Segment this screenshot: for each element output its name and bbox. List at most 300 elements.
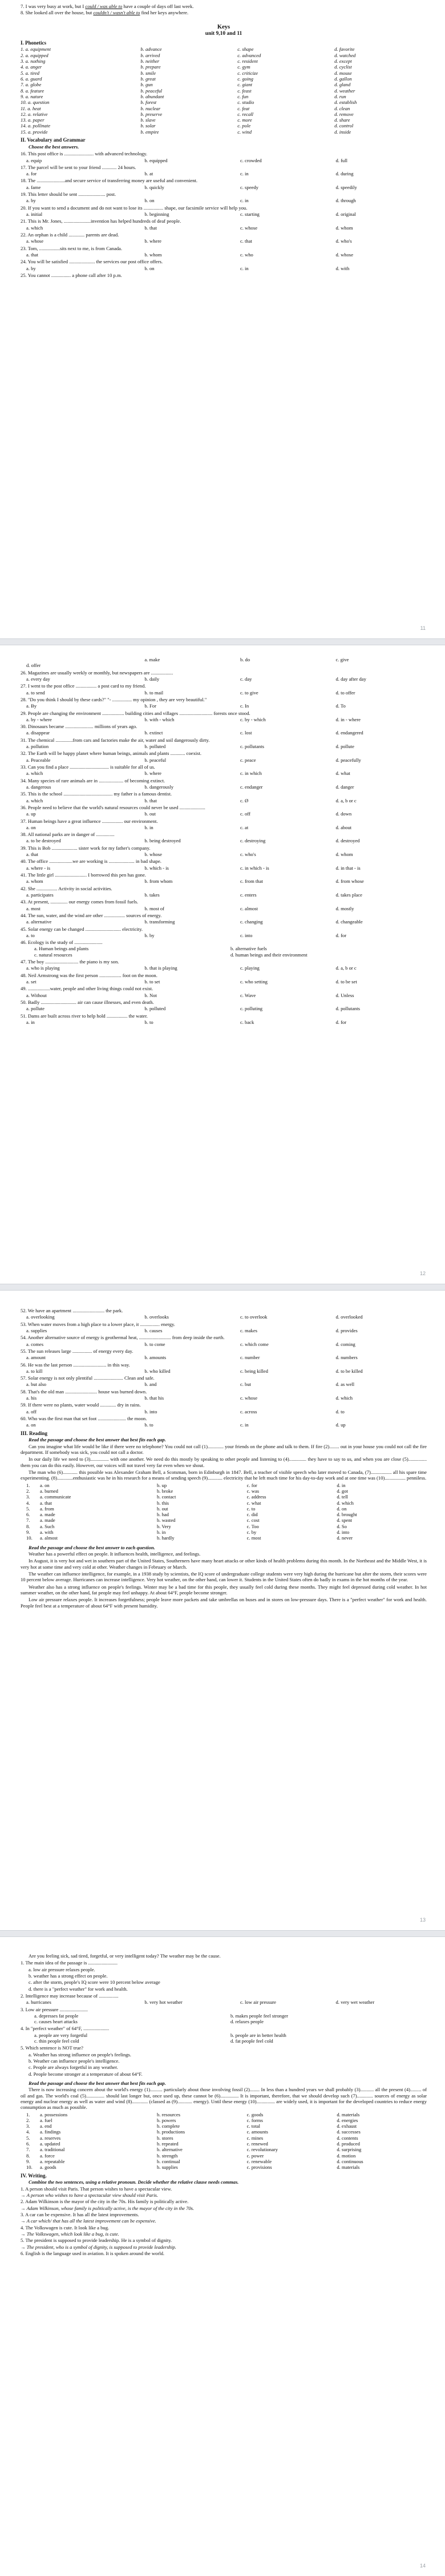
answer-option: d. coming — [335, 1341, 355, 1347]
answer-option: b. quickly — [144, 184, 164, 190]
answer-option: b. that is playing — [144, 965, 177, 971]
answer-option: c. total — [246, 2123, 261, 2129]
answer-option: b. polluted — [144, 744, 166, 750]
answer-option: d. got — [337, 1488, 348, 1494]
options-row — [21, 1506, 427, 1512]
phonetics-word: d. gallon — [334, 75, 352, 82]
answer-option: d. provides — [335, 1327, 358, 1333]
answer-option: b. in — [156, 1529, 166, 1536]
question-text: 44. The sun, water, and the wind are other ................. sources of energy. — [21, 912, 162, 918]
question-text: 32. The Earth will be happy planet where human beings, animals and plants ............ coexist. — [21, 750, 202, 757]
answer-option: c. back — [240, 1019, 254, 1025]
options-grid — [21, 946, 427, 958]
answer-option: d. destroyed — [335, 838, 360, 844]
reading-passage-1 — [21, 1444, 427, 1481]
answer-option: b. very hot weather — [144, 1999, 183, 2006]
answer-option: c. power — [246, 2152, 264, 2159]
answer-option: d. full — [335, 157, 347, 163]
question-text: 40. The office ...................we are working is ..................... in bad shape. — [21, 858, 161, 865]
phonetics-word: d. cyclist — [334, 64, 352, 70]
answer-option: a. supplies — [26, 1327, 47, 1333]
phonetics-word: 6. a. guard — [21, 75, 42, 82]
item-number: 3. — [26, 1494, 30, 1500]
question-text: 41. The little girl .......................... I borrowed this pen has gone. — [21, 872, 146, 878]
phonetics-word: b. prepare — [140, 64, 161, 70]
phonetics-word: 11. a. heat — [21, 105, 41, 111]
answer-option: a. comes — [26, 1341, 44, 1347]
answer-option: a. but also — [26, 1381, 47, 1388]
question-text: 33. Can you find a place ................................ is suitable for all of us. — [21, 764, 155, 770]
answer-option: b. peaceful — [144, 757, 167, 763]
answer-option: c. who's — [240, 851, 256, 858]
answer-option: d. fat people feel cold — [230, 2038, 273, 2044]
options-row — [21, 717, 427, 722]
item-number: 9. — [26, 1529, 30, 1536]
question-text: 17. The parcel will be sent to your friend ............ 24 hours. — [21, 164, 136, 170]
options-row — [21, 2129, 427, 2135]
answer-option: a. whose — [26, 238, 44, 244]
answer-option: b. which - is — [144, 865, 169, 871]
options-row — [21, 784, 427, 790]
phonetics-row — [21, 106, 427, 111]
options-row — [21, 1019, 427, 1025]
answer-option: d. So — [337, 1523, 347, 1529]
section-reading: III. Reading — [21, 1430, 48, 1436]
answer-option: c. enters — [240, 891, 257, 898]
answer-option: d. in - where — [335, 716, 361, 722]
answer-option: a. Human beings and plants — [34, 946, 89, 952]
answer-option: d. overlooked — [335, 1314, 363, 1320]
answer-option: d. about — [335, 824, 352, 830]
answer-option: b. and — [144, 1381, 157, 1388]
answer-option: c. but — [240, 1381, 252, 1388]
options-row — [21, 730, 427, 736]
answer-option: a. depresses fat people — [34, 2012, 79, 2019]
question-text: 53. When water moves from a high place to a lower place, it ................ energy. — [21, 1321, 175, 1327]
writing-answer: → A car which/ that has all the latest improvement can be expensive. — [21, 2218, 156, 2224]
options-row — [21, 770, 427, 776]
item-number: 6. — [26, 1512, 30, 1518]
answer-option: d. To — [335, 703, 346, 709]
passage-paragraph: The weather can influence intelligence, for example, in a 1938 study by scientists, the IQ score of undergraduate college students were very high during the hurricane but after the storm, their scores were 10 percent below average. Hurricanes can increase intelligence. Very hot weather, on the other hand, can lower it. Students in the United States often do badly in exams in the hot months of the year. — [21, 1570, 427, 1583]
answer-option: c. People are always forgetful in any weather. — [29, 2064, 118, 2071]
answer-option: d. produced — [337, 2141, 360, 2147]
item-number: 6. — [26, 2141, 30, 2147]
page-number: 12 — [419, 1271, 426, 1277]
question-text: 47. The boy ........................... the piano is my son. — [21, 959, 119, 965]
answer-option: d. to offer — [335, 689, 355, 696]
answer-option: b. where — [144, 770, 161, 777]
options-row — [21, 1409, 427, 1414]
answer-option: d. contents — [337, 2135, 358, 2141]
answer-option: d. People become stronger at a temperature of about 64°F. — [29, 2071, 143, 2077]
writing-answer: → Adam Wilkinson, whose family is politically active, is the mayor of the city in the 70s. — [21, 2205, 195, 2211]
options-row — [21, 811, 427, 817]
options-row — [21, 2141, 427, 2147]
phonetics-word: d. share — [334, 117, 350, 123]
question-text: 31. The chemical ..............from cars and factories make the air, water and soil dangerously dirty. — [21, 737, 210, 743]
writing-question: 1. A person should visit Paris. That person wishes to have a spectacular view. — [21, 2185, 172, 2192]
options-row — [21, 1422, 427, 1428]
answer-option: d. day after day — [335, 676, 366, 682]
answer-option: c. by — [246, 1529, 257, 1536]
answer-option: b. causes — [144, 1327, 163, 1333]
page-13 — [0, 1291, 445, 1930]
answer-option: b. strength — [156, 2152, 178, 2159]
answer-option: b. daily — [144, 676, 160, 682]
question-text: 26. Magazines are usually weekly or monthly, but newspapers are .................. — [21, 669, 173, 676]
answer-option: a. set — [26, 979, 37, 984]
answer-option: c. whose — [240, 224, 258, 231]
reading-passage-2 — [21, 1551, 427, 1609]
reading-options-1 — [21, 1482, 427, 1541]
writing-answer: → The president, who is a symbol of dignity, is supposed to provide leadership. — [21, 2244, 176, 2250]
item-number: 2. — [26, 1488, 30, 1494]
options-row — [21, 2159, 427, 2164]
phonetics-word: b. gun — [140, 82, 153, 88]
answer-option: a. pollute — [26, 1006, 44, 1012]
answer-option: b. to mail — [144, 689, 164, 696]
item-number: 2. — [26, 2117, 30, 2123]
answer-option: b. hardly — [156, 1535, 175, 1541]
options-row — [21, 865, 427, 871]
answer-option: a. up — [26, 811, 36, 817]
grammar-sentence-8: 8. She looked all over the house, but couldn't / wasn't able to find her keys anywhere. — [21, 10, 189, 16]
answer-option: c. from that — [240, 878, 263, 885]
answer-option: c. across — [240, 1408, 257, 1414]
options-row — [21, 1999, 427, 2005]
answer-option: b. productions — [156, 2129, 185, 2135]
answer-option: b. dangerously — [144, 783, 174, 790]
answer-option: c. into — [240, 932, 253, 938]
page-number: 11 — [420, 625, 426, 632]
phonetics-word: c. feast — [237, 87, 252, 94]
answer-option: c. in which — [240, 770, 262, 777]
answer-option: a. made — [40, 1512, 55, 1518]
answer-option: b. resources — [156, 2111, 181, 2117]
answer-option: d. brought — [337, 1512, 357, 1518]
answer-option: a. made — [40, 1517, 55, 1524]
answer-option: d. what — [335, 770, 350, 777]
section-phonetics: I. Phonetics — [21, 39, 46, 46]
answer-option: a. almost — [40, 1535, 58, 1541]
phonetics-word: d. mouse — [334, 70, 352, 76]
answer-option: b. out — [156, 1505, 168, 1512]
options-row — [21, 1517, 427, 1523]
options-row — [21, 2164, 427, 2170]
answer-option: a. where - is — [26, 865, 50, 871]
answer-option: c. peace — [240, 757, 256, 763]
options-row — [21, 211, 427, 217]
answer-option: c. address — [246, 1494, 266, 1500]
answer-option: c. starting — [240, 211, 260, 218]
writing-question: 5. The president is supposed to provide leadership. He is a symbol of dignity. — [21, 2237, 172, 2244]
answer-option: d. speedily — [335, 184, 357, 190]
answer-option: b. on — [144, 265, 155, 271]
phonetics-word: c. shape — [237, 46, 254, 53]
answer-option: a. end — [40, 2123, 52, 2129]
question-text: 3. Low air pressure ....................... — [21, 2006, 88, 2012]
answer-option: b. to set — [144, 979, 160, 984]
passage-paragraph: Low air pressure relaxes people. It increases forgetfulness; people leave more packets and take umbrellas on buses and in stores on low-pressure days. There is a "perfect weather" for work and health. People feel best at a temperature of about 64°F with present humidity. — [21, 1597, 427, 1609]
phonetics-word: 2. a. equipped — [21, 52, 48, 58]
item-number: 5. — [26, 2135, 30, 2141]
answer-option: b. broke — [156, 1488, 173, 1494]
answer-option: b. For — [144, 703, 156, 709]
answer-option: c. amounts — [246, 2129, 268, 2135]
phonetics-word: c. recall — [237, 111, 254, 117]
answer-option: b. Not — [144, 992, 157, 998]
options-row — [21, 225, 427, 231]
question-text: 37. Human beings have a great influence ................. our environment. — [21, 818, 158, 824]
answer-option: a. whom — [26, 878, 43, 885]
answer-option: d. exhaust — [337, 2123, 357, 2129]
answer-option: c. almost — [240, 905, 258, 911]
question-text: 27. I went to the post office ................. a post card to my friend. — [21, 683, 146, 689]
answer-option: d. down — [335, 811, 352, 817]
answer-option: c. endanger — [240, 783, 263, 790]
answer-option: b. equipped — [144, 157, 168, 163]
reading-options-3 — [21, 2112, 427, 2171]
options-row — [21, 2147, 427, 2152]
question-text: 16. This post office is ........................ with advanced technology. — [21, 151, 148, 157]
passage-intro: Are you feeling sick, sad tired, forgetful, or very intelligent today? The weather may be the cause. — [29, 1953, 221, 1959]
options-row — [21, 198, 427, 203]
phonetics-word: c. advanced — [237, 52, 261, 58]
page-12 — [0, 645, 445, 1284]
options-row — [21, 690, 427, 696]
answer-option: c. being killed — [240, 1368, 268, 1374]
page-11 — [0, 0, 445, 638]
answer-option: b. at — [144, 171, 153, 177]
answer-option: b. in — [144, 824, 153, 830]
options-row — [26, 657, 140, 662]
options-grid — [21, 2013, 427, 2025]
item-number: 10. — [26, 1535, 33, 1541]
phonetics-row — [21, 70, 427, 76]
options-row — [21, 266, 427, 271]
page-number: 13 — [419, 1917, 426, 1923]
options-row — [21, 2112, 427, 2117]
options-row — [21, 825, 427, 830]
answer-option: b. alternative — [156, 2147, 183, 2153]
answer-option: a. with — [40, 1529, 54, 1536]
phonetics-row — [21, 88, 427, 94]
phonetics-row — [21, 64, 427, 70]
questions — [21, 1308, 427, 1428]
phonetics-word: 4. a. anger — [21, 64, 42, 70]
answer-option: a. updated — [40, 2141, 60, 2147]
answer-option: c. at — [240, 824, 249, 830]
phonetics-word: 10. a. question — [21, 99, 50, 106]
answer-option: d. pollutants — [335, 1006, 360, 1012]
answer-option: d. successes — [337, 2129, 361, 2135]
answer-option: c. whose — [240, 1395, 258, 1401]
phonetics-word: c. going — [237, 75, 253, 82]
question-text: 20. If you want to send a document and do not want to lose its ................ shape, our facsimile service will help you. — [21, 204, 248, 211]
answer-option: b. to — [144, 1422, 153, 1428]
phonetics-word: c. pole — [237, 123, 251, 129]
answer-option: a. initial — [26, 211, 43, 218]
answer-option: a. dangerous — [26, 783, 51, 790]
answer-option: d. materials — [337, 2111, 360, 2117]
answer-option: d. from whose — [335, 878, 364, 885]
answer-option: c. Too — [246, 1523, 259, 1529]
item-number: 7. — [26, 2147, 30, 2153]
answer-option: c. lost — [240, 730, 252, 736]
answer-option: b. that — [144, 224, 157, 231]
answer-option: a. to — [26, 932, 35, 938]
phonetics-word: 1. a. equipment — [21, 46, 51, 53]
answer-option: c. Wave — [240, 992, 256, 998]
answer-option: b. up — [156, 1482, 167, 1488]
phonetics-word: 15. a. provide — [21, 128, 48, 135]
options-row — [21, 744, 427, 749]
phonetics-word: 7. a. globe — [21, 82, 42, 88]
answer-option: d. as well — [335, 1381, 355, 1388]
answer-option: a. overlooking — [26, 1314, 55, 1320]
question-text: 42. She ................. Activity in social activities. — [21, 885, 112, 891]
answer-option: c. mines — [246, 2135, 264, 2141]
answer-option: b. by — [144, 932, 155, 938]
options-row — [21, 992, 427, 998]
options-row — [21, 906, 427, 911]
options-row — [21, 184, 427, 190]
answer-option: c. in — [240, 198, 249, 204]
phonetics-row — [21, 53, 427, 58]
answer-option: b. polluted — [144, 1006, 166, 1012]
page-separator — [0, 638, 445, 645]
instruction: Choose the best answers. — [29, 143, 79, 150]
answer-option: a. to be destroyed — [26, 838, 61, 844]
answer-option: a. reserves — [40, 2135, 61, 2141]
answer-option: a. people are very forgetful — [34, 2032, 88, 2038]
writing-question: 3. A car can be expensive. It has all the latest improvements. — [21, 2211, 139, 2217]
item-number: 4. — [26, 2129, 30, 2135]
answer-option: d. there is a "perfect weather" for work and health. — [29, 1986, 128, 1992]
phonetics-word: d. weather — [334, 87, 355, 94]
question-text: 59. If there were no plants, water would ............. dry in rains. — [21, 1402, 141, 1408]
phonetics-word: c. studio — [237, 99, 254, 106]
answer-option: d. motion — [337, 2152, 356, 2159]
question-text: 28. "Do you think I should by these cards?" "- ................ my opinion , they are very beautiful." — [21, 696, 207, 702]
options-row — [21, 1529, 427, 1535]
phonetics-word: d. remove — [334, 111, 354, 117]
answer-option: c. day — [240, 676, 252, 682]
answer-option: d. to — [335, 1408, 345, 1414]
answer-option: c. after the storm, people's IQ score were 10 percent below average — [29, 1979, 160, 1986]
question-text: 49. ..................water, people and other living things could not exist. — [21, 986, 153, 992]
answer-option: d. energies — [337, 2117, 358, 2123]
answer-option: c. pollutants — [240, 744, 264, 750]
item-number: 1. — [26, 1482, 30, 1488]
instruction: Read the passage and choose the best answer that best fits each gap. — [29, 2080, 166, 2086]
options-row — [21, 933, 427, 938]
phonetics-row — [21, 129, 427, 135]
options-row — [21, 798, 427, 803]
question-text: 39. This is Bob ..................... sister work for my father's company. — [21, 845, 151, 851]
phonetics-word: c. giant — [237, 82, 253, 88]
answer-option: a. fuel — [40, 2117, 52, 2123]
answer-option: d. offer — [26, 662, 41, 669]
options-row — [21, 238, 427, 244]
phonetics-word: d. control — [334, 123, 354, 129]
answer-option: c. playing — [240, 965, 260, 971]
answer-option: d. spent — [337, 1517, 353, 1524]
answer-option: b. makes people feel stronger — [230, 2012, 288, 2019]
question-text: 5. Which sentence is NOT true? — [21, 2045, 83, 2051]
answer-option: a. in — [26, 1019, 35, 1025]
options-row — [21, 1482, 427, 1488]
answer-option: a. traditional — [40, 2147, 65, 2153]
answer-option: a. which — [26, 224, 43, 231]
answer-option: d. into — [337, 1529, 350, 1536]
answer-option: c. revolutionary — [246, 2147, 278, 2153]
page-number: 14 — [419, 2563, 426, 2569]
answer-option: a. burned — [40, 1488, 58, 1494]
answer-option: b. repeated — [156, 2141, 179, 2147]
answer-option: c. polluting — [240, 1006, 263, 1012]
answer-option: d. peacefully — [335, 757, 361, 763]
answer-option: d. up — [335, 1422, 346, 1428]
instruction: Combine the two sentences, using a relative pronoun. Decide whether the relative clause needs commas. — [29, 2179, 239, 2185]
answer-option: d. endangered — [335, 730, 363, 736]
answer-option: a. amount — [26, 1355, 46, 1361]
answer-option: d. mostly — [335, 905, 354, 911]
answer-option: c. number — [240, 1355, 260, 1361]
phonetics-word: c. wind — [237, 128, 252, 135]
answer-option: c. provisions — [246, 2164, 272, 2171]
answer-option: a. that — [26, 251, 38, 258]
options-row — [21, 1341, 427, 1347]
answer-option: c. most — [246, 1535, 261, 1541]
passage-paragraph: Can you imagine what life would be like if there were no telephone? You could not call (1)............. your friends on the phone and talk to them. If fire (2)........ out in your house you could not call the fire department. If somebody was sick, you could not call a doctor. — [21, 1443, 427, 1456]
passage-paragraph: In our daily life we need to (3)............... with one another. We need do this mostly by speaking to other people and listening to (4).............. they have to say to us, and when you are close (5)............... them you can do this easily. However, our voices will not travel very far even when we shout. — [21, 1456, 427, 1468]
phonetics-row — [21, 82, 427, 87]
page-14 — [0, 1937, 445, 2576]
answer-option: c. low air pressure — [240, 1999, 276, 2006]
answer-option: b. extinct — [144, 730, 163, 736]
phonetics-word: 8. a. feature — [21, 87, 44, 94]
answer-option: c. forms — [246, 2117, 263, 2123]
answer-option: a. Weather has strong influence on people's feelings. — [29, 2051, 131, 2057]
item-number: 9. — [26, 2159, 30, 2164]
writing-question: 2. Adam Wilkinson is the mayor of the city in the 70s. His family is politically active. — [21, 2199, 189, 2205]
answer-option: a. communicate — [40, 1494, 71, 1500]
phonetics-word: b. empire — [140, 128, 159, 135]
question-text: 48. Neil Armstrong was the first person .................. foot on the moon. — [21, 972, 157, 978]
phonetics-word: d. favorite — [334, 46, 355, 53]
options-row — [21, 1512, 427, 1517]
phonetics-word: d. establish — [334, 99, 357, 106]
answer-option: d. very wet weather — [335, 1999, 375, 2006]
page-title: Keys — [217, 23, 230, 30]
item-number: 4. — [26, 1500, 30, 1506]
answer-option: b. into — [144, 1408, 157, 1414]
answer-option: c. in — [240, 1422, 249, 1428]
answer-option: a. to kill — [26, 1368, 43, 1374]
answer-option: d. whom — [335, 851, 353, 858]
options-row — [21, 1524, 427, 1529]
answer-option: b. powers — [156, 2117, 176, 2123]
options-row — [21, 657, 427, 669]
answer-option: c. in — [240, 265, 249, 271]
question-text: 21. This is Mr. Jones, ......................invention has helped hundreds of deaf people. — [21, 218, 181, 224]
question-text: 19. This letter should be sent ...................... post. — [21, 191, 116, 198]
options-list — [21, 1967, 427, 1992]
answer-option: a. by — [26, 198, 36, 204]
phonetics-word: d. clean — [334, 105, 350, 111]
